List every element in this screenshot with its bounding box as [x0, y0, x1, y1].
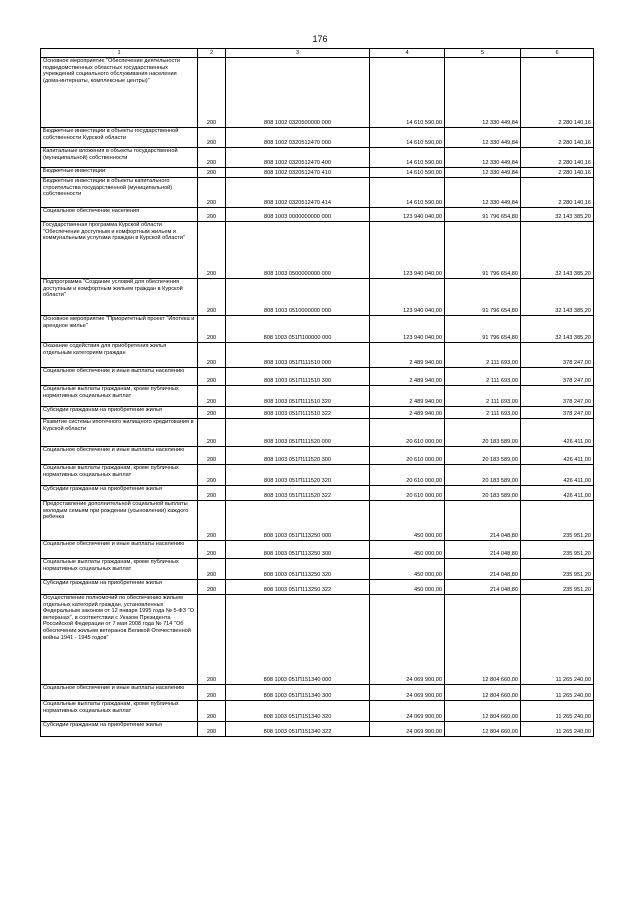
row-name-cell: Основное мероприятие "Приоритетный проект "Ипотека и арендное жилье": [41, 316, 198, 343]
row-amount-remaining-cell: 11 265 240,00: [521, 722, 594, 737]
row-col2-cell: 200: [198, 208, 226, 222]
header-cell: 4: [370, 49, 445, 58]
row-amount-remaining-cell: 32 143 385,20: [521, 316, 594, 343]
table-row: [41, 58, 594, 128]
row-amount-planned-cell: 14 610 590,00: [370, 58, 445, 128]
row-amount-planned-cell: 20 610 000,00: [370, 486, 445, 501]
row-amount-executed-cell: 12 804 660,00: [445, 595, 521, 685]
row-amount-executed-cell: 12 804 660,00: [445, 722, 521, 737]
row-name-cell: Оказание содействия для приобретения жилья отдельным категориям граждан: [41, 343, 198, 368]
row-code-cell: 808 1003 051П111520 000: [226, 419, 370, 447]
header-cell: 5: [445, 49, 521, 58]
row-col2-cell: 200: [198, 407, 226, 419]
row-amount-planned-cell: 2 489 940,00: [370, 368, 445, 386]
row-name-cell: Развитие системы ипотечного жилищного кредитования в Курской области: [41, 419, 198, 447]
row-amount-remaining-cell: 2 280 140,16: [521, 128, 594, 148]
row-amount-remaining-cell: 32 143 385,20: [521, 279, 594, 316]
table-row: [41, 208, 594, 222]
row-name-cell: Социальное обеспечение и иные выплаты населению: [41, 685, 198, 701]
table-row: [41, 419, 594, 447]
row-col2-cell: 200: [198, 722, 226, 737]
row-name-cell: Бюджетные инвестиции в объекты капитального строительства государственной (муниципальной) собственности: [41, 178, 198, 208]
row-amount-planned-cell: 123 940 040,00: [370, 279, 445, 316]
table-row: [41, 168, 594, 178]
row-name-cell: Социальные выплаты гражданам, кроме публичных нормативных социальных выплат: [41, 386, 198, 407]
row-amount-executed-cell: 12 330 449,84: [445, 128, 521, 148]
row-amount-remaining-cell: 2 280 140,16: [521, 148, 594, 168]
row-amount-executed-cell: 214 048,80: [445, 580, 521, 595]
table-row: [41, 386, 594, 407]
row-name-cell: Капитальные вложения в объекты государственной (муниципальной) собственности: [41, 148, 198, 168]
row-amount-remaining-cell: 2 280 140,16: [521, 168, 594, 178]
row-amount-remaining-cell: 32 143 385,20: [521, 208, 594, 222]
row-amount-executed-cell: 12 804 660,00: [445, 701, 521, 722]
row-amount-executed-cell: 12 330 449,84: [445, 168, 521, 178]
row-amount-executed-cell: 91 796 654,80: [445, 222, 521, 279]
row-name-cell: Бюджетные инвестиции в объекты государственной собственности Курской области: [41, 128, 198, 148]
table-row: [41, 279, 594, 316]
row-name-cell: Социальные выплаты гражданам, кроме публичных нормативных социальных выплат: [41, 701, 198, 722]
row-col2-cell: 200: [198, 685, 226, 701]
row-amount-planned-cell: 24 069 900,00: [370, 722, 445, 737]
row-code-cell: 808 1003 051П111510 322: [226, 407, 370, 419]
table-row: [41, 685, 594, 701]
row-name-cell: Подпрограмма "Создание условий для обеспечения доступным и комфортным жильем граждан в Курской области": [41, 279, 198, 316]
table-row: [41, 541, 594, 559]
header-cell: 2: [198, 49, 226, 58]
row-amount-executed-cell: 12 330 449,84: [445, 58, 521, 128]
row-col2-cell: 200: [198, 178, 226, 208]
row-code-cell: 808 1002 0320512470 400: [226, 148, 370, 168]
row-code-cell: 808 1003 051П113250 322: [226, 580, 370, 595]
row-code-cell: 808 1003 051П151340 300: [226, 685, 370, 701]
row-code-cell: 808 1003 051П111510 000: [226, 343, 370, 368]
row-name-cell: Субсидии гражданам на приобретение жилья: [41, 486, 198, 501]
row-amount-executed-cell: 214 048,80: [445, 559, 521, 580]
row-col2-cell: 200: [198, 465, 226, 486]
row-col2-cell: 200: [198, 447, 226, 465]
row-amount-remaining-cell: 378 247,00: [521, 343, 594, 368]
row-amount-executed-cell: 20 183 589,00: [445, 447, 521, 465]
row-name-cell: Социальное обеспечение и иные выплаты населению: [41, 368, 198, 386]
row-col2-cell: 200: [198, 541, 226, 559]
row-col2-cell: 200: [198, 486, 226, 501]
row-amount-remaining-cell: 11 265 240,00: [521, 685, 594, 701]
row-code-cell: 808 1002 0320512470 000: [226, 128, 370, 148]
row-amount-executed-cell: 20 183 589,00: [445, 419, 521, 447]
row-col2-cell: 200: [198, 58, 226, 128]
header-cell: 1: [41, 49, 198, 58]
row-amount-planned-cell: 14 610 590,00: [370, 168, 445, 178]
row-amount-remaining-cell: 378 247,00: [521, 386, 594, 407]
row-amount-remaining-cell: 2 280 140,16: [521, 178, 594, 208]
row-code-cell: 808 1003 0000000000 000: [226, 208, 370, 222]
row-amount-remaining-cell: 11 265 240,00: [521, 701, 594, 722]
row-amount-executed-cell: 91 796 654,80: [445, 279, 521, 316]
row-amount-planned-cell: 450 000,00: [370, 559, 445, 580]
row-amount-executed-cell: 20 183 589,00: [445, 465, 521, 486]
row-col2-cell: 200: [198, 222, 226, 279]
row-col2-cell: 200: [198, 595, 226, 685]
row-amount-remaining-cell: 235 951,20: [521, 501, 594, 541]
row-amount-remaining-cell: 378 247,00: [521, 368, 594, 386]
row-amount-executed-cell: 214 048,80: [445, 501, 521, 541]
table-row: [41, 447, 594, 465]
table-row: [41, 178, 594, 208]
row-amount-planned-cell: 123 940 040,00: [370, 208, 445, 222]
row-code-cell: 808 1003 051П113250 000: [226, 501, 370, 541]
row-amount-executed-cell: 91 796 654,80: [445, 316, 521, 343]
row-col2-cell: 200: [198, 279, 226, 316]
table-row: [41, 343, 594, 368]
row-amount-remaining-cell: 235 951,20: [521, 541, 594, 559]
table-row: [41, 722, 594, 737]
row-amount-planned-cell: 20 610 000,00: [370, 447, 445, 465]
header-cell: 3: [226, 49, 370, 58]
row-code-cell: 808 1003 051П111520 322: [226, 486, 370, 501]
row-amount-planned-cell: 450 000,00: [370, 580, 445, 595]
row-code-cell: 808 1003 0500000000 000: [226, 222, 370, 279]
row-amount-executed-cell: 12 804 660,00: [445, 685, 521, 701]
row-name-cell: Осуществление полномочий по обеспечению жильем отдельных категорий граждан, установленных Федеральным законом от 12 января 1995 года № 5-ФЗ "О ветеранах", в соответствии с Указом Президента Российской Федерации от 7 мая 2008 года № 714 "Об обеспечении жильем ветеранов Великой Отечественной войны 1941 - 1945 годов": [41, 595, 198, 685]
row-code-cell: 808 1003 051П111510 300: [226, 368, 370, 386]
row-amount-remaining-cell: 378 247,00: [521, 407, 594, 419]
row-code-cell: 808 1003 051П151340 322: [226, 722, 370, 737]
row-amount-executed-cell: 2 111 693,00: [445, 368, 521, 386]
row-name-cell: Предоставление дополнительной социальной выплаты молодым семьям при рождении (усыновлении) каждого ребенка: [41, 501, 198, 541]
table-row: [41, 595, 594, 685]
table-row: [41, 368, 594, 386]
row-name-cell: Социальное обеспечение и иные выплаты населению: [41, 541, 198, 559]
row-amount-planned-cell: 2 489 940,00: [370, 407, 445, 419]
row-name-cell: Социальные выплаты гражданам, кроме публичных нормативных социальных выплат: [41, 465, 198, 486]
table-row: [41, 316, 594, 343]
row-col2-cell: 200: [198, 501, 226, 541]
row-amount-remaining-cell: 11 265 240,00: [521, 595, 594, 685]
table-row: [41, 148, 594, 168]
row-col2-cell: 200: [198, 580, 226, 595]
row-code-cell: 808 1003 051П100000 000: [226, 316, 370, 343]
row-amount-executed-cell: 12 330 449,84: [445, 178, 521, 208]
row-col2-cell: 200: [198, 368, 226, 386]
table-row: [41, 501, 594, 541]
row-name-cell: Субсидии гражданам на приобретение жилья: [41, 407, 198, 419]
row-amount-remaining-cell: 235 951,20: [521, 559, 594, 580]
row-amount-planned-cell: 2 489 940,00: [370, 343, 445, 368]
row-amount-remaining-cell: 426 411,00: [521, 465, 594, 486]
row-col2-cell: 200: [198, 343, 226, 368]
table-header-row: [41, 49, 594, 58]
row-amount-executed-cell: 2 111 693,00: [445, 407, 521, 419]
table-row: [41, 580, 594, 595]
row-col2-cell: 200: [198, 419, 226, 447]
row-amount-planned-cell: 450 000,00: [370, 501, 445, 541]
table-row: [41, 465, 594, 486]
row-amount-planned-cell: 24 069 900,00: [370, 701, 445, 722]
row-amount-remaining-cell: 426 411,00: [521, 486, 594, 501]
table-row: [41, 486, 594, 501]
row-amount-executed-cell: 20 183 589,00: [445, 486, 521, 501]
row-col2-cell: 200: [198, 316, 226, 343]
row-amount-remaining-cell: 32 143 385,20: [521, 222, 594, 279]
row-name-cell: Государственная программа Курской области "Обеспечение доступным и комфортным жильем и коммунальными услугами граждан в Курской области": [41, 222, 198, 279]
row-col2-cell: 200: [198, 148, 226, 168]
row-name-cell: Социальное обеспечение населения: [41, 208, 198, 222]
row-amount-planned-cell: 24 069 900,00: [370, 685, 445, 701]
row-amount-planned-cell: 123 940 040,00: [370, 222, 445, 279]
row-code-cell: 808 1003 051П151340 000: [226, 595, 370, 685]
row-amount-remaining-cell: 426 411,00: [521, 447, 594, 465]
row-name-cell: Субсидии гражданам на приобретение жилья: [41, 722, 198, 737]
row-code-cell: 808 1003 051П111510 320: [226, 386, 370, 407]
table-row: [41, 701, 594, 722]
row-amount-planned-cell: 14 610 590,00: [370, 128, 445, 148]
row-amount-planned-cell: 2 489 940,00: [370, 386, 445, 407]
row-amount-executed-cell: 214 048,80: [445, 541, 521, 559]
budget-table: [40, 48, 594, 737]
table-row: [41, 222, 594, 279]
row-amount-remaining-cell: 235 951,20: [521, 580, 594, 595]
row-code-cell: 808 1003 051П113250 320: [226, 559, 370, 580]
row-amount-executed-cell: 2 111 693,00: [445, 343, 521, 368]
row-amount-executed-cell: 12 330 449,84: [445, 148, 521, 168]
row-code-cell: 808 1002 0320512470 410: [226, 168, 370, 178]
row-code-cell: 808 1002 0320512470 414: [226, 178, 370, 208]
row-col2-cell: 200: [198, 128, 226, 148]
row-col2-cell: 200: [198, 386, 226, 407]
row-col2-cell: 200: [198, 559, 226, 580]
row-code-cell: 808 1003 051П113250 300: [226, 541, 370, 559]
row-amount-executed-cell: 2 111 693,00: [445, 386, 521, 407]
row-amount-planned-cell: 123 940 040,00: [370, 316, 445, 343]
row-name-cell: Бюджетные инвестиции: [41, 168, 198, 178]
row-name-cell: Социальное обеспечение и иные выплаты населению: [41, 447, 198, 465]
table-row: [41, 128, 594, 148]
row-amount-remaining-cell: 426 411,00: [521, 419, 594, 447]
table-row: [41, 407, 594, 419]
row-code-cell: 808 1003 051П111520 300: [226, 447, 370, 465]
row-name-cell: Основное мероприятие "Обеспечение деятельности подведомственных областных государственных учреждений социального обслуживания населения (дома-интернаты, комплексные центры)": [41, 58, 198, 128]
row-amount-executed-cell: 91 796 654,80: [445, 208, 521, 222]
row-code-cell: 808 1003 051П151340 320: [226, 701, 370, 722]
row-amount-planned-cell: 450 000,00: [370, 541, 445, 559]
row-col2-cell: 200: [198, 701, 226, 722]
row-code-cell: 808 1003 0510000000 000: [226, 279, 370, 316]
row-code-cell: 808 1003 051П111520 320: [226, 465, 370, 486]
row-name-cell: Субсидии гражданам на приобретение жилья: [41, 580, 198, 595]
row-name-cell: Социальные выплаты гражданам, кроме публичных нормативных социальных выплат: [41, 559, 198, 580]
row-amount-planned-cell: 14 610 590,00: [370, 178, 445, 208]
row-amount-planned-cell: 24 069 900,00: [370, 595, 445, 685]
table-row: [41, 559, 594, 580]
row-amount-remaining-cell: 2 280 140,16: [521, 58, 594, 128]
row-amount-planned-cell: 20 610 000,00: [370, 419, 445, 447]
row-amount-planned-cell: 14 610 590,00: [370, 148, 445, 168]
row-col2-cell: 200: [198, 168, 226, 178]
page-number: 176: [312, 34, 328, 44]
header-cell: 6: [521, 49, 594, 58]
row-code-cell: 808 1002 0320500000 000: [226, 58, 370, 128]
row-amount-planned-cell: 20 610 000,00: [370, 465, 445, 486]
